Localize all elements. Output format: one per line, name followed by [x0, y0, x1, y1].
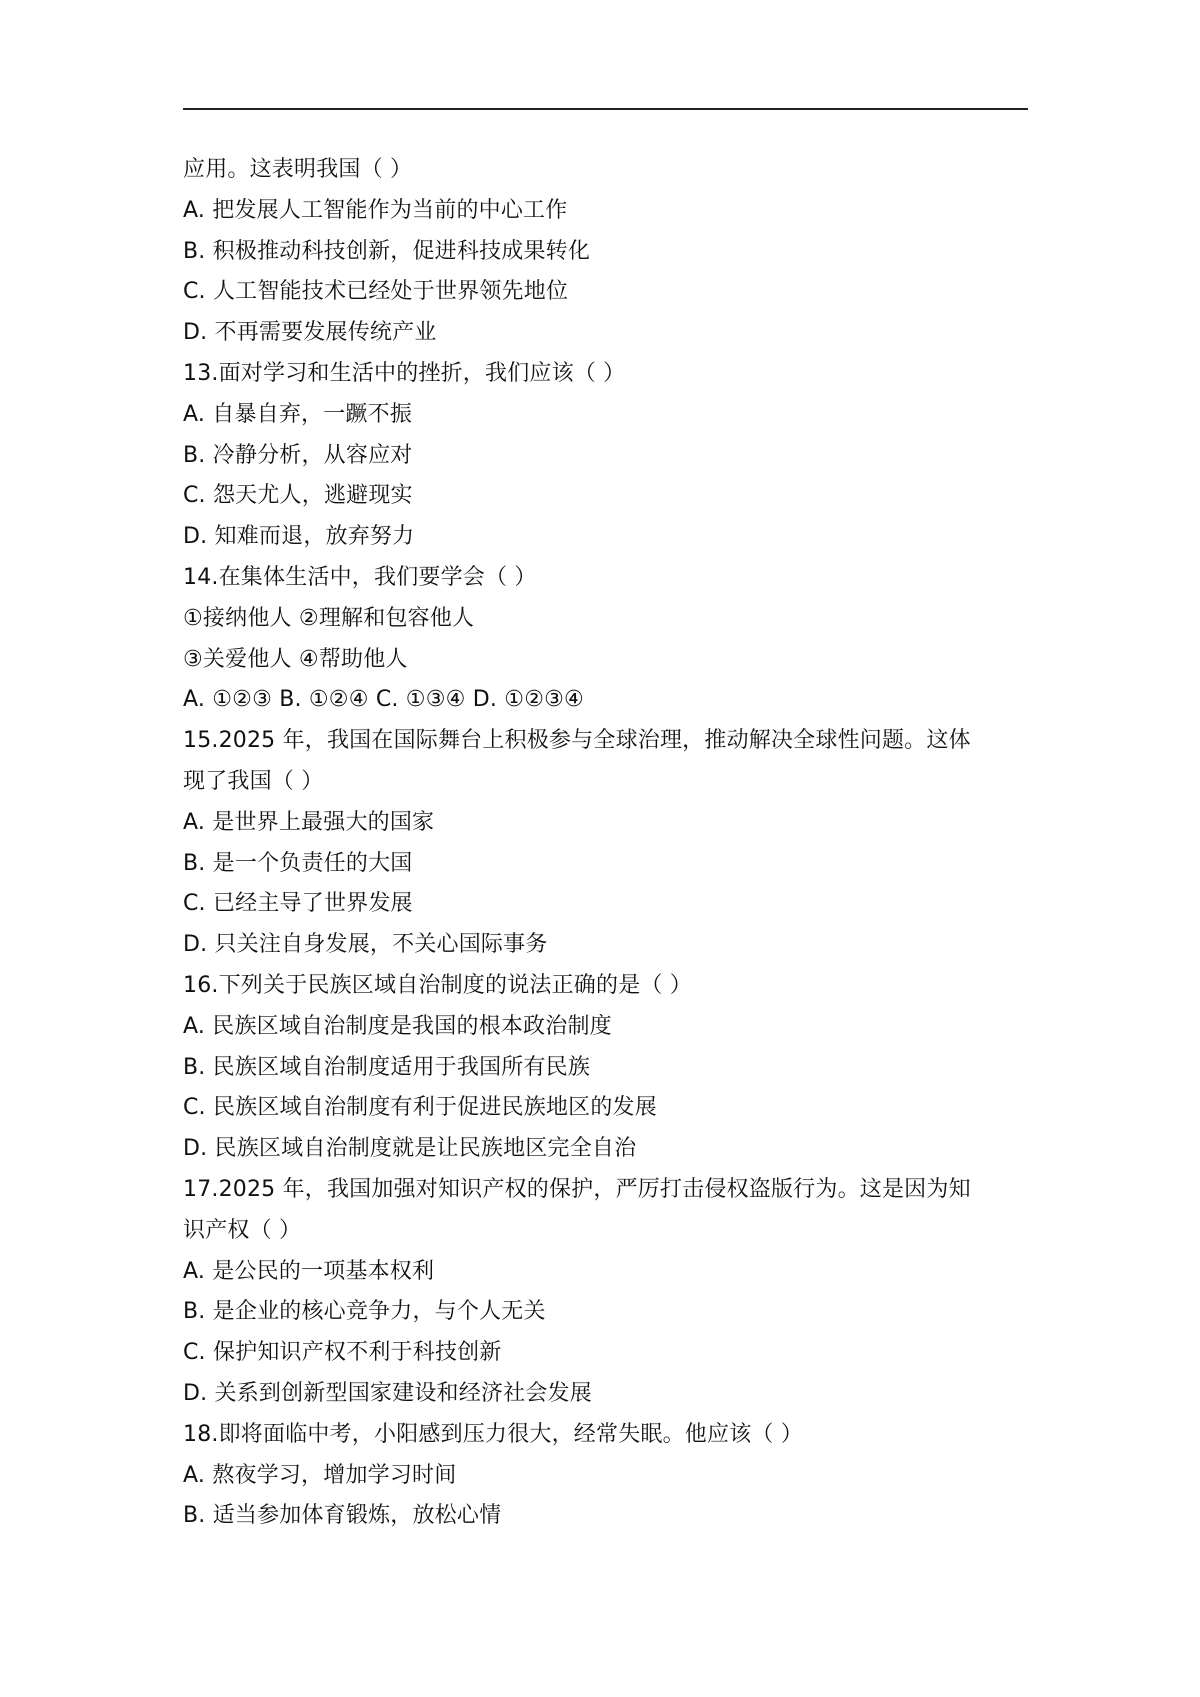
question-15-option-c: C. 已经主导了世界发展: [183, 891, 413, 917]
question-18-option-a: A. 熬夜学习，增加学习时间: [183, 1462, 457, 1488]
question-15-stem-line-1: 15.2025 年，我国在国际舞台上积极参与全球治理，推动解决全球性问题。这体: [183, 728, 971, 754]
question-17-stem-line-2: 识产权（ ）: [183, 1217, 302, 1243]
question-12-option-a: A. 把发展人工智能作为当前的中心工作: [183, 197, 568, 223]
question-18-stem: 18.即将面临中考，小阳感到压力很大，经常失眠。他应该（ ）: [183, 1421, 803, 1447]
question-17-option-b: B. 是企业的核心竞争力，与个人无关: [183, 1299, 546, 1325]
question-16-option-c: C. 民族区域自治制度有利于促进民族地区的发展: [183, 1095, 657, 1121]
question-17-option-a: A. 是公民的一项基本权利: [183, 1258, 435, 1284]
question-13-option-a: A. 自暴自弃，一蹶不振: [183, 401, 413, 427]
question-12-stem-end: 应用。这表明我国（ ）: [183, 157, 413, 182]
question-16-option-d: D. 民族区域自治制度就是让民族地区完全自治: [183, 1136, 637, 1162]
question-13-option-d: D. 知难而退，放弃努力: [183, 524, 415, 550]
question-12-option-c: C. 人工智能技术已经处于世界领先地位: [183, 279, 569, 305]
question-14-stem: 14.在集体生活中，我们要学会（ ）: [183, 564, 537, 590]
question-15-option-a: A. 是世界上最强大的国家: [183, 809, 435, 835]
header-rule: [183, 108, 1028, 110]
question-12-option-b: B. 积极推动科技创新，促进科技成果转化: [183, 238, 591, 264]
question-16-option-b: B. 民族区域自治制度适用于我国所有民族: [183, 1054, 591, 1080]
question-16-option-a: A. 民族区域自治制度是我国的根本政治制度: [183, 1013, 612, 1039]
question-12-option-d: D. 不再需要发展传统产业: [183, 320, 437, 346]
question-16-stem: 16.下列关于民族区域自治制度的说法正确的是（ ）: [183, 972, 692, 998]
question-17-stem-line-1: 17.2025 年，我国加强对知识产权的保护，严厉打击侵权盗版行为。这是因为知: [183, 1176, 971, 1202]
question-15-stem-line-2: 现了我国（ ）: [183, 768, 324, 794]
question-17-option-c: C. 保护知识产权不利于科技创新: [183, 1340, 502, 1366]
question-14-options: A. ①②③ B. ①②④ C. ①③④ D. ①②③④: [183, 687, 584, 713]
question-17-option-d: D. 关系到创新型国家建设和经济社会发展: [183, 1380, 592, 1406]
question-14-statement-1-2: ①接纳他人 ②理解和包容他人: [183, 605, 475, 631]
question-14-statement-3-4: ③关爱他人 ④帮助他人: [183, 646, 408, 672]
question-13-option-b: B. 冷静分析，从容应对: [183, 442, 413, 468]
question-content: [183, 150, 1033, 1537]
question-15-option-b: B. 是一个负责任的大国: [183, 850, 413, 876]
question-13-stem: 13.面对学习和生活中的挫折，我们应该（ ）: [183, 360, 626, 386]
question-15-option-d: D. 只关注自身发展，不关心国际事务: [183, 932, 548, 958]
question-18-option-b: B. 适当参加体育锻炼，放松心情: [183, 1503, 502, 1529]
question-13-option-c: C. 怨天尤人，逃避现实: [183, 483, 413, 509]
